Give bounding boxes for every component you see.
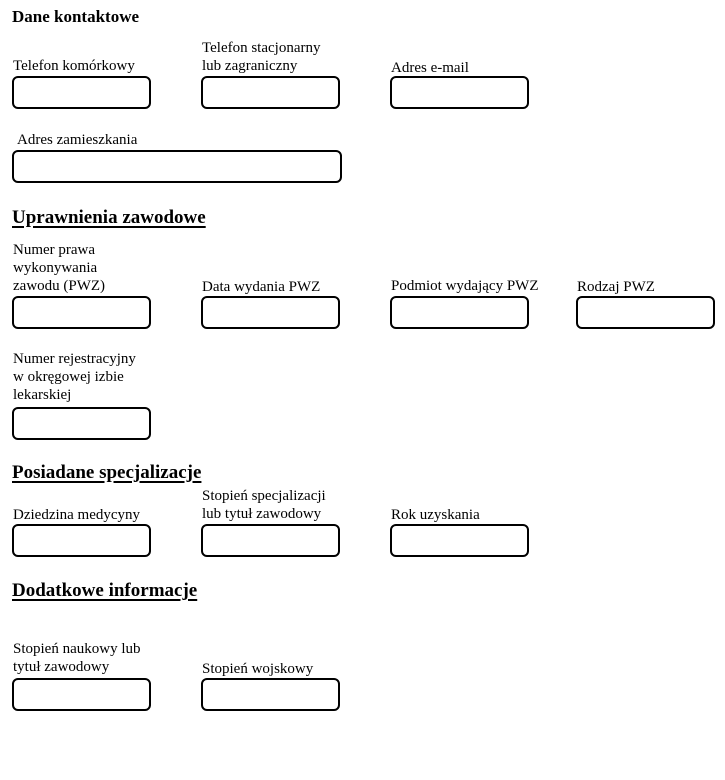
year-obtained-input[interactable] (390, 524, 529, 557)
registration-number-label: Numer rejestracyjny w okręgowej izbie lekarskiej (13, 351, 136, 403)
academic-degree-label: Stopień naukowy lub tytuł zawodowy (13, 641, 141, 675)
military-rank-input[interactable] (201, 678, 340, 711)
medical-field-label: Dziedzina medycyny (13, 507, 141, 523)
section-heading-licenses: Uprawnienia zawodowe (12, 207, 206, 228)
email-input[interactable] (390, 76, 529, 109)
specialization-degree-label: Stopień specjalizacji lub tytuł zawodowy (202, 488, 326, 522)
pwz-issuer-input[interactable] (390, 296, 529, 329)
mobile-phone-label: Telefon komórkowy (13, 58, 135, 74)
section-heading-contact: Dane kontaktowe (12, 7, 140, 26)
landline-phone-input[interactable] (201, 76, 340, 109)
email-label: Adres e-mail (391, 60, 469, 76)
section-heading-additional: Dodatkowe informacje (12, 580, 198, 601)
year-obtained-label: Rok uzyskania (391, 507, 480, 523)
registration-number-input[interactable] (12, 407, 151, 440)
pwz-number-input[interactable] (12, 296, 151, 329)
landline-phone-label: Telefon stacjonarny lub zagraniczny (202, 40, 321, 74)
home-address-input[interactable] (12, 150, 342, 183)
pwz-type-input[interactable] (576, 296, 715, 329)
pwz-issuer-label: Podmiot wydający PWZ (391, 278, 539, 294)
pwz-issue-date-label: Data wydania PWZ (202, 279, 321, 295)
military-rank-label: Stopień wojskowy (202, 661, 314, 677)
pwz-number-label: Numer prawa wykonywania zawodu (PWZ) (13, 242, 106, 294)
mobile-phone-input[interactable] (12, 76, 151, 109)
pwz-type-label: Rodzaj PWZ (577, 279, 655, 295)
home-address-label: Adres zamieszkania (17, 132, 138, 148)
medical-field-input[interactable] (12, 524, 151, 557)
section-heading-specializations: Posiadane specjalizacje (12, 462, 202, 483)
academic-degree-input[interactable] (12, 678, 151, 711)
pwz-issue-date-input[interactable] (201, 296, 340, 329)
specialization-degree-input[interactable] (201, 524, 340, 557)
